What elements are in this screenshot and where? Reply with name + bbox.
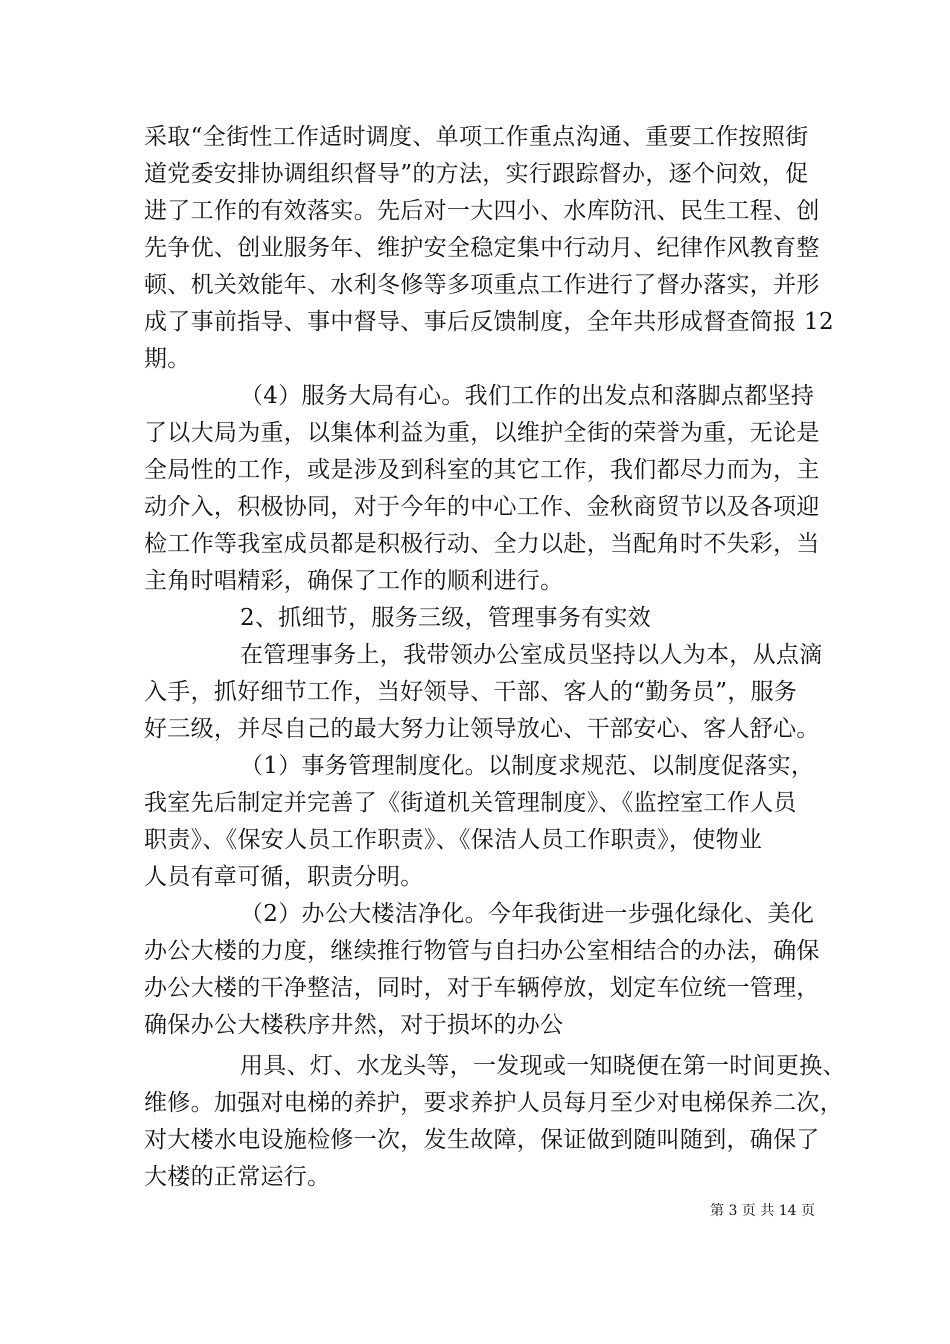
text-line: 用具、灯、水龙头等，一发现或一知晓便在第一时间更换、: [240, 1053, 846, 1079]
text-line: （1）事务管理制度化。以制度求规范、以制度促落实，: [240, 753, 815, 779]
text-line: 维修。加强对电梯的养护，要求养护人员每月至少对电梯保养二次，: [144, 1090, 843, 1116]
text-line: 对大楼水电设施检修一次，发生故障，保证做到随叫随到，确保了: [144, 1127, 820, 1153]
text-line: 成了事前指导、事中督导、事后反馈制度，全年共形成督查简报 12: [144, 309, 834, 335]
page-number: 第 3 页 共 14 页: [710, 1203, 815, 1219]
text-line: 期。: [144, 346, 191, 372]
text-line: 主角时唱精彩，确保了工作的顺利进行。: [144, 568, 564, 594]
text-line: 动介入，积极协同，对于今年的中心工作、金秋商贸节以及各项迎: [144, 494, 820, 520]
text-line: 确保办公大楼秩序井然，对于损坏的办公: [144, 1012, 564, 1038]
text-line: 了以大局为重，以集体利益为重，以维护全街的荣誉为重，无论是: [144, 420, 820, 446]
text-line: 先争优、创业服务年、维护安全稳定集中行动月、纪律作风教育整: [144, 235, 820, 261]
text-line: 大楼的正常运行。: [144, 1164, 331, 1190]
text-line: （4）服务大局有心。我们工作的出发点和落脚点都坚持: [240, 383, 815, 409]
text-line: 好三级，并尽自己的最大努力让领导放心、干部安心、客人舒心。: [144, 716, 820, 742]
text-line: 在管理事务上，我带领办公室成员坚持以人为本，从点滴: [240, 642, 823, 668]
text-line: 进了工作的有效落实。先后对一大四小、水库防汛、民生工程、创: [144, 198, 820, 224]
section-heading: 2、抓细节，服务三级，管理事务有实效: [240, 605, 652, 631]
text-line: 我室先后制定并完善了《街道机关管理制度》、《监控室工作人员: [144, 790, 797, 816]
text-line: 入手，抓好细节工作，当好领导、干部、客人的“勤务员”，服务: [144, 679, 798, 705]
text-line: （2）办公大楼洁净化。今年我街进一步强化绿化、美化: [240, 901, 815, 927]
text-line: 职责》、《保安人员工作职责》、《保洁人员工作职责》，使物业: [144, 827, 763, 853]
text-line: 全局性的工作，或是涉及到科室的其它工作，我们都尽力而为，主: [144, 457, 820, 483]
text-line: 人员有章可循，职责分明。: [144, 864, 424, 890]
text-line: 办公大楼的干净整洁，同时，对于车辆停放，划定车位统一管理，: [144, 975, 820, 1001]
text-line: 道党委安排协调组织督导”的方法，实行跟踪督办，逐个问效，促: [144, 161, 809, 187]
text-line: 检工作等我室成员都是积极行动、全力以赴，当配角时不失彩，当: [144, 531, 820, 557]
text-line: 办公大楼的力度，继续推行物管与自扫办公室相结合的办法，确保: [144, 938, 820, 964]
text-line: 顿、机关效能年、水利冬修等多项重点工作进行了督办落实，并形: [144, 272, 820, 298]
text-line: 采取“全街性工作适时调度、单项工作重点沟通、重要工作按照街: [144, 124, 809, 150]
